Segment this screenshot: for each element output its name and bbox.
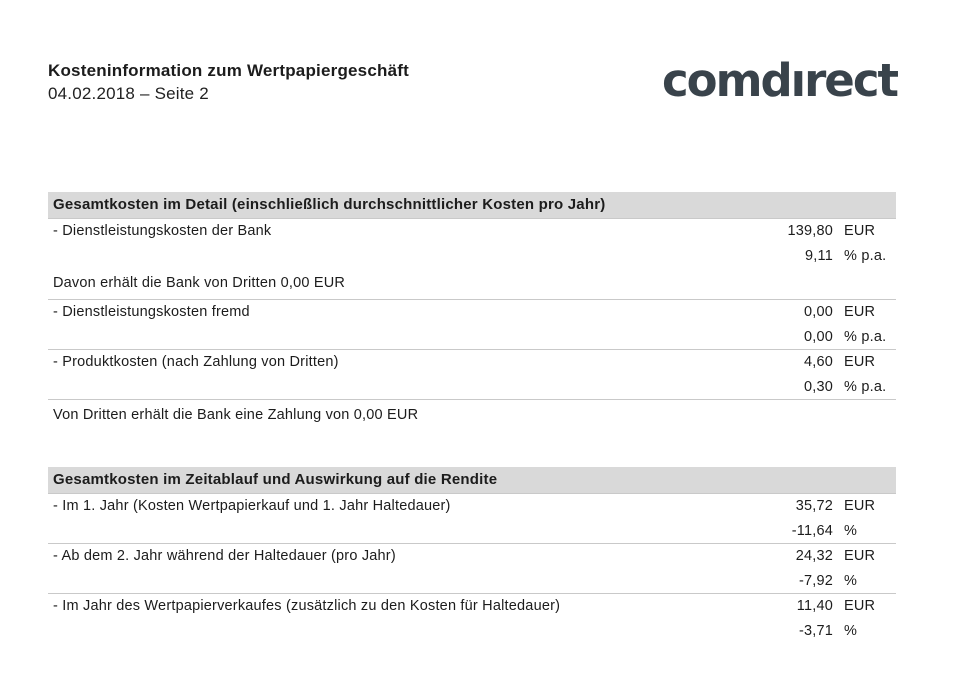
amount-value: 139,80 [787, 223, 833, 239]
amount-value: 0,00 [803, 304, 833, 320]
row-label: Davon erhält die Bank von Dritten 0,00 EUR [53, 275, 346, 291]
unit-label: % [844, 622, 858, 639]
row-values [753, 544, 896, 593]
row-values [753, 300, 896, 349]
row-label: - Dienstleistungskosten fremd [53, 304, 250, 320]
unit-label: EUR [844, 354, 876, 370]
unit-label: EUR [844, 223, 876, 239]
row-label: - Im 1. Jahr (Kosten Wertpapierkauf und 1. Jahr Haltedauer) [53, 498, 451, 514]
table-row-von-dritten-zahlung [48, 399, 896, 430]
row-label: - Dienstleistungskosten der Bank [53, 223, 272, 239]
amount-value: 4,60 [803, 354, 833, 370]
section-heading-zeitablauf: Gesamtkosten im Zeitablauf und Auswirkung auf die Rendite [48, 467, 896, 493]
amount-value: -11,64 [791, 522, 833, 539]
page-date-subtitle: 04.02.2018 – Seite 2 [48, 84, 209, 103]
unit-label: % p.a. [844, 247, 887, 264]
amount-value: 9,11 [805, 247, 833, 264]
unit-label: EUR [844, 548, 876, 564]
table-row-davon-erhaelt-bank [48, 268, 896, 299]
table-row-dienstleistungskosten-fremd [48, 299, 896, 349]
section-heading-detail: Gesamtkosten im Detail (einschließlich durchschnittlicher Kosten pro Jahr) [48, 192, 896, 218]
unit-label: % p.a. [844, 328, 887, 345]
row-label: - Produktkosten (nach Zahlung von Dritten) [53, 354, 339, 370]
unit-label: EUR [844, 304, 876, 320]
table-row-ab-zweitem-jahr [48, 543, 896, 593]
amount-value: -3,71 [798, 622, 833, 639]
unit-label: % p.a. [844, 378, 887, 395]
amount-value: 11,40 [796, 598, 833, 614]
comdirect-logo: comdırect [661, 54, 897, 107]
table-row-dienstleistungskosten-bank [48, 218, 896, 268]
amount-value: -7,92 [798, 572, 833, 589]
row-label: Von Dritten erhält die Bank eine Zahlung von 0,00 EUR [53, 407, 419, 423]
unit-label: % [844, 572, 858, 589]
amount-value: 0,30 [803, 378, 833, 395]
unit-label: EUR [844, 498, 876, 514]
table-row-jahr-des-verkaufs [48, 593, 896, 643]
row-values [753, 350, 896, 399]
row-label: - Im Jahr des Wertpapierverkaufes (zusätzlich zu den Kosten für Haltedauer) [53, 598, 561, 614]
page-title: Kosteninformation zum Wertpapiergeschäft [48, 61, 409, 80]
unit-label: EUR [844, 598, 876, 614]
title-block [48, 56, 409, 104]
unit-label: % [844, 522, 858, 539]
row-label: - Ab dem 2. Jahr während der Haltedauer (pro Jahr) [53, 548, 396, 564]
table-gesamtkosten-detail [48, 192, 896, 430]
table-gesamtkosten-zeitablauf [48, 467, 896, 643]
row-values [753, 594, 896, 643]
amount-value: 24,32 [795, 548, 833, 564]
row-values [753, 494, 896, 543]
table-row-produktkosten [48, 349, 896, 399]
amount-value: 35,72 [795, 498, 833, 514]
amount-value: 0,00 [803, 328, 833, 345]
row-values [753, 219, 896, 268]
document-header [48, 54, 897, 107]
table-row-im-ersten-jahr [48, 493, 896, 543]
